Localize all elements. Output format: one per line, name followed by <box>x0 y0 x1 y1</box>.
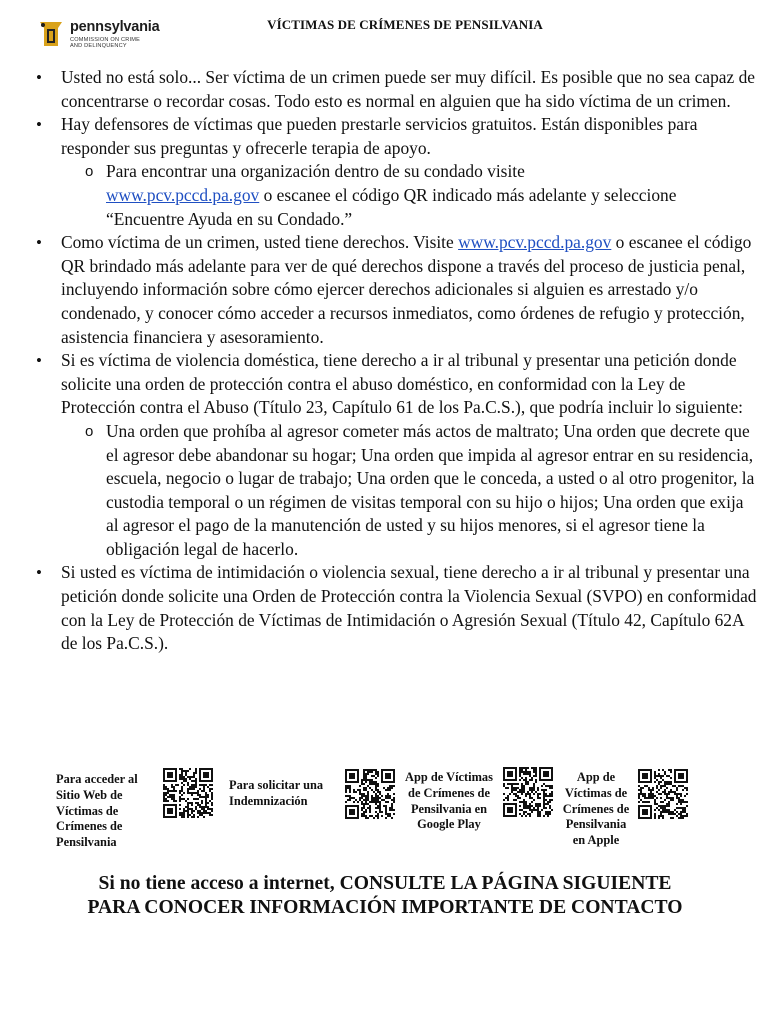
qr-label-line: Víctimas de <box>56 803 119 818</box>
qr-code-website[interactable] <box>163 768 213 818</box>
qr-label-line: Crímenes de <box>56 819 123 834</box>
bullet-text: Como víctima de un crimen, usted tiene derechos. Visite <box>61 232 459 253</box>
bullet-domestic-violence <box>32 349 758 561</box>
qr-label-line: App de Víctimas <box>405 770 493 784</box>
pccd-logo <box>38 20 178 54</box>
bullet-rights <box>32 231 758 349</box>
footer-notice <box>40 872 730 920</box>
logo-subtitle-line1: COMMISSION ON CRIME <box>70 36 140 43</box>
qr-label-line: Google Play <box>417 817 481 832</box>
bullet-text: Si es víctima de violencia doméstica, tiene derecho a ir al tribunal y presentar una petición donde solicite una orden de protección contra el abuso doméstico, en conformidad con la Ley de Protección contra el Abuso (Título 23, Capítulo 61 de los Pa.C.S.), que podría incluir lo siguiente: <box>61 350 743 418</box>
sub-item-text: Para encontrar una organización dentro de su condado visite <box>106 161 525 182</box>
pcv-website-link[interactable]: www.pcv.pccd.pa.gov <box>458 232 612 253</box>
keystone-logo-icon <box>38 20 64 50</box>
logo-subtitle-line2: AND DELINQUENCY <box>70 42 127 49</box>
bullet-list <box>32 66 758 656</box>
qr-label-line: Pensilvania <box>565 817 627 832</box>
qr-label-line: Crímenes de <box>562 801 630 816</box>
logo-name: pennsylvania <box>70 19 160 35</box>
bullet-text: o escanee el código QR brindado más adelante para ver de qué derechos dispone a través del proceso de justicia penal, incluyendo información sobre cómo ejercer derechos adicionales si alguien es arrestado y/o condenado, y conocer cómo acceder a recursos inmediatos, como órdenes de refugio y protección, asistencia financiera y asesoramiento. <box>61 232 752 347</box>
footer-line-1: Si no tiene acceso a internet, CONSULTE LA PÁGINA SIGUIENTE <box>98 873 672 894</box>
qr-label-line: Para acceder al <box>56 772 138 786</box>
bullet-text: Usted no está solo... Ser víctima de un crimen puede ser muy difícil. Es posible que no sea capaz de concentrarse o recordar cosas. Todo esto es normal en alguien que ha sido víctima de un crimen. <box>61 67 755 111</box>
qr-code-row <box>0 766 770 856</box>
qr-code-google-play[interactable] <box>503 767 553 817</box>
bullet-not-alone <box>32 66 758 113</box>
qr-label-website <box>56 772 138 851</box>
bullet-advocates <box>32 113 758 231</box>
qr-label-compensation <box>229 778 323 810</box>
sub-list <box>61 420 758 562</box>
qr-label-apple <box>556 770 636 849</box>
qr-label-line: Víctimas de <box>564 785 628 800</box>
sub-item-protection-orders <box>61 420 758 562</box>
document-body <box>32 66 758 656</box>
pcv-website-link[interactable]: www.pcv.pccd.pa.gov <box>106 184 260 205</box>
footer-line-2: PARA CONOCER INFORMACIÓN IMPORTANTE DE CONTACTO <box>87 897 683 918</box>
bullet-text: Si usted es víctima de intimidación o violencia sexual, tiene derecho a ir al tribunal y presentar una petición donde solicite una Orden de Protección contra la Violencia Sexual (SVPO) en conformidad con la Ley de Protección de Víctimas de Intimidación o Agresión Sexual (Título 42, Capítulo 62A de los Pa.C.S.). <box>61 562 757 654</box>
qr-code-compensation[interactable] <box>345 769 395 819</box>
document-title: VÍCTIMAS DE CRÍMENES DE PENSILVANIA <box>267 17 543 32</box>
bullet-text: Hay defensores de víctimas que pueden prestarle servicios gratuitos. Están disponibles para responder sus preguntas y ofrecerle terapia de apoyo. <box>61 114 698 158</box>
sub-list <box>61 160 758 231</box>
qr-label-line: Pensilvania <box>56 835 117 850</box>
qr-label-line: en Apple <box>572 833 620 848</box>
sub-item-find-organization <box>61 160 758 231</box>
qr-label-line: Sitio Web de <box>56 787 123 802</box>
qr-label-line: de Crímenes de <box>408 785 490 800</box>
sub-item-text: o escanee el código QR indicado más adelante y seleccione “Encuentre Ayuda en su Condado.” <box>106 184 677 229</box>
qr-label-google-play <box>399 770 499 833</box>
sub-item-text: Una orden que prohíba al agresor cometer más actos de maltrato; Una orden que decrete que el agresor debe abandonar su hogar; Una orden que impida al agresor entrar en su residencia, escuela, negocio o lugar de trabajo; Una orden que le conceda, a usted o al otro progenitor, la custodia temporal o un régimen de visitas temporal con su hijo o hijos; Una orden que exija al agresor el pago de la manutención de usted y su hijos menores, si el agresor tiene la obligación legal de hacerlo. <box>106 420 755 559</box>
qr-label-line: Pensilvania en <box>410 801 488 816</box>
qr-code-apple[interactable] <box>638 769 688 819</box>
qr-label-line: Para solicitar una <box>229 778 324 792</box>
qr-label-line: App de <box>576 770 616 784</box>
bullet-sexual-violence <box>32 561 758 655</box>
qr-label-line: Indemnización <box>229 793 308 808</box>
